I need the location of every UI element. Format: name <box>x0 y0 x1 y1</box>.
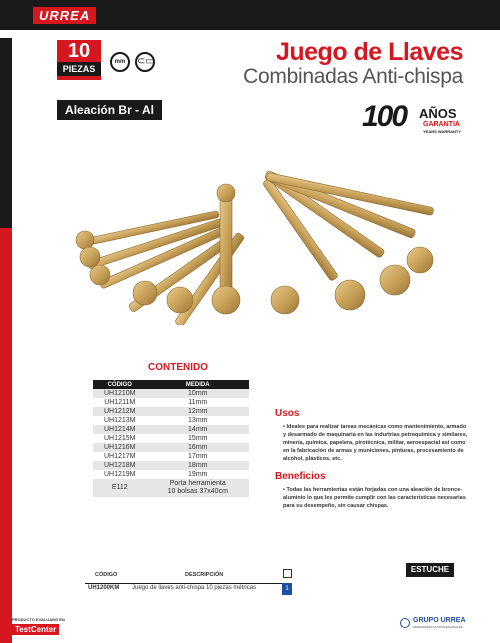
combination-wrench-icon: ⊂▭ <box>135 52 155 72</box>
table-row <box>93 389 249 398</box>
case-desc-line2: 10 bolsas 37x40cm <box>167 488 228 495</box>
table-row <box>93 398 249 407</box>
box-icon <box>283 569 292 578</box>
beneficios-title: Beneficios <box>275 471 326 482</box>
size-cell: 18mm <box>147 461 249 470</box>
usos-title: Usos <box>275 408 300 419</box>
metric-icon: mm <box>110 52 130 72</box>
wrench-set-image <box>60 165 450 325</box>
left-stripe-dark <box>0 38 12 228</box>
grupo-urrea-icon <box>400 618 410 628</box>
code-cell: UH1217M <box>104 453 136 460</box>
page-subtitle: Combinadas Anti-chispa <box>243 65 463 88</box>
code-cell: UH1211M <box>104 399 136 406</box>
bottom-code: UH1200KM <box>88 585 120 591</box>
table-row <box>93 461 249 470</box>
table-row <box>93 425 249 434</box>
size-header: MEDIDA <box>147 380 249 389</box>
table-row <box>93 443 249 452</box>
table-row <box>93 434 249 443</box>
table-row <box>93 479 249 497</box>
case-desc-line1: Porta herramienta <box>169 480 226 487</box>
estuche-label: ESTUCHE <box>406 563 454 577</box>
size-cell <box>147 479 249 497</box>
pieces-label: PIEZAS <box>57 62 101 76</box>
left-stripe-red <box>0 228 12 643</box>
code-cell: UH1216M <box>93 443 147 452</box>
bottom-description: Juego de llaves anti-chispa 10 piezas métricas <box>132 585 257 591</box>
size-cell: 15mm <box>188 435 208 442</box>
size-cell: 19mm <box>188 471 208 478</box>
pieces-count: 10 <box>67 40 91 62</box>
page-title: Juego de Llaves <box>275 38 463 66</box>
table-row <box>93 452 249 461</box>
code-cell: UH1214M <box>93 425 147 434</box>
code-cell: UH1218M <box>93 461 147 470</box>
warranty-years: AÑOS <box>419 106 457 121</box>
size-cell: 12mm <box>147 407 249 416</box>
urrea-logo: URREA <box>33 7 96 24</box>
size-cell: 14mm <box>147 425 249 434</box>
warranty-english: YEARS WARRANTY <box>423 129 462 134</box>
code-cell: UH1212M <box>93 407 147 416</box>
grupo-urrea-sub: HERRAMIENTAS PROFESIONALES <box>413 625 463 629</box>
table-row <box>93 470 249 479</box>
size-cell: 13mm <box>188 417 208 424</box>
warranty-badge <box>362 100 462 140</box>
table-row <box>93 407 249 416</box>
beneficios-text: • Todas las herramientas están forjadas con una aleación de bronce-aluminio lo que les permite cumplir con las características necesarias para su desempeño, sin causar chispas. <box>283 487 466 509</box>
usos-text: • Ideales para realizar tareas mecánicas como mantenimiento, armado y desarmado de maquinaria en las indurtrias petroquímica y similares, minería, química, papelera, pirotécnica, militar, aeroespacial así como en la fabricación de armas y municiones, pinturas, procesamiento de alcohol, plásticos, etc. <box>283 424 468 462</box>
table-header-row <box>93 380 249 389</box>
contents-title: CONTENIDO <box>148 362 208 373</box>
grupo-urrea-logo: GRUPO URREA <box>413 617 466 624</box>
bottom-divider <box>85 583 285 584</box>
top-bar <box>0 0 500 30</box>
contents-table <box>93 380 249 497</box>
bottom-qty: 1 <box>282 583 292 595</box>
code-cell: UH1219M <box>104 471 136 478</box>
code-header: CÓDIGO <box>93 380 147 389</box>
table-row <box>93 416 249 425</box>
bottom-desc-header: DESCRIPCIÓN <box>185 572 224 578</box>
code-cell: UH1215M <box>104 435 136 442</box>
size-cell: 10mm <box>147 389 249 398</box>
size-cell: 17mm <box>188 453 208 460</box>
code-cell: UH1210M <box>93 389 147 398</box>
size-cell: 16mm <box>147 443 249 452</box>
warranty-garantia: GARANTIA <box>423 121 460 128</box>
size-cell: 11mm <box>188 399 208 406</box>
code-cell: E112 <box>93 479 147 497</box>
warranty-number: 100 <box>362 100 407 133</box>
code-cell: UH1213M <box>104 417 136 424</box>
testcenter-logo: TestCenter <box>12 624 59 635</box>
alloy-label: Aleación Br - Al <box>57 100 162 120</box>
bottom-code-header: CÓDIGO <box>95 572 118 578</box>
pieces-badge <box>57 40 101 80</box>
testcenter-caption: PRODUCTO EVALUADO EN <box>12 617 65 622</box>
